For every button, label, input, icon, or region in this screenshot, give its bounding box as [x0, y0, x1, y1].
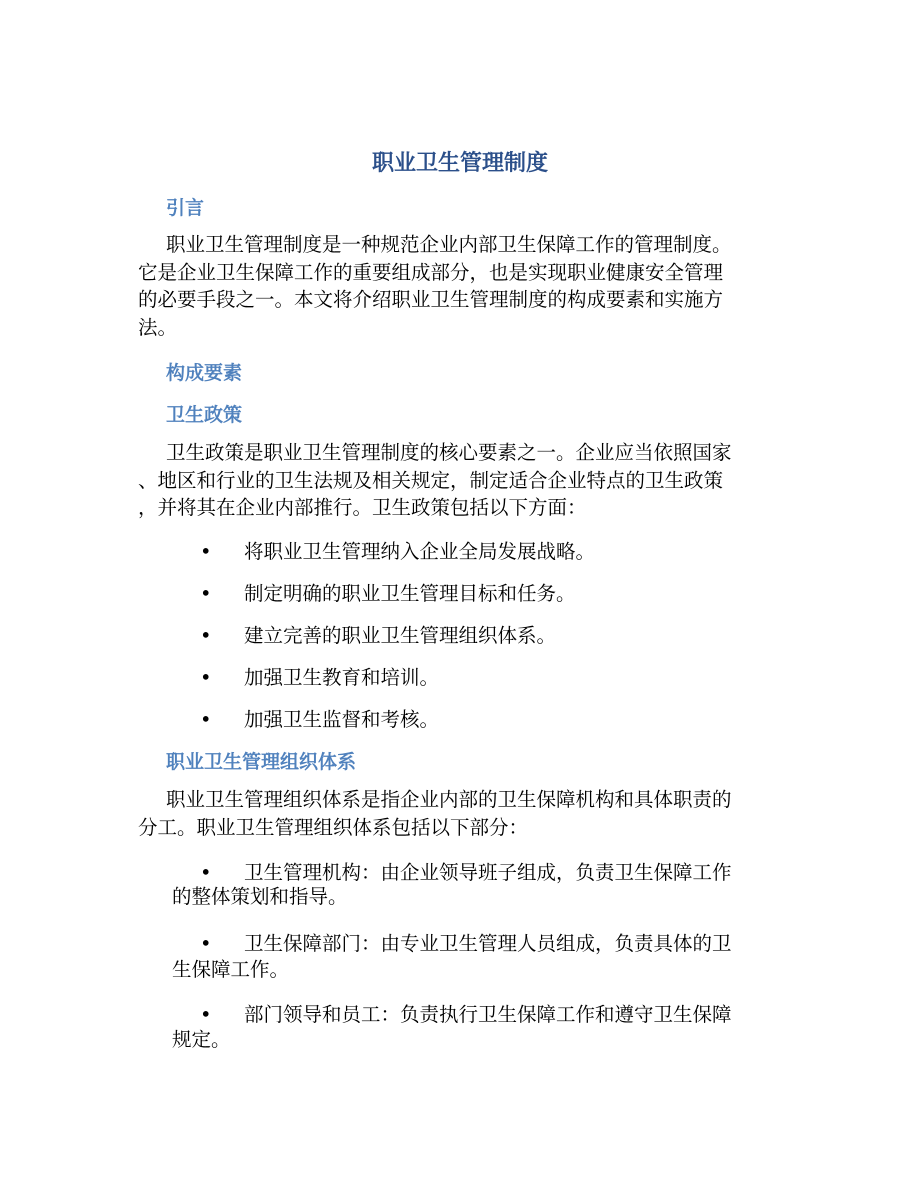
org-paragraph	[138, 786, 732, 841]
intro-paragraph	[138, 231, 732, 341]
list-item	[200, 928, 732, 956]
text-line: 职业卫生管理制度是一种规范企业内部卫生保障工作的管理制度。	[166, 233, 732, 256]
list-item-text: 卫生保障部门：由专业卫生管理人员组成，负责具体的卫	[244, 932, 732, 955]
list-item	[200, 999, 732, 1027]
list-item	[200, 578, 576, 606]
list-item-continuation: 规定。	[172, 1028, 231, 1051]
heading-organization: 职业卫生管理组织体系	[166, 751, 357, 773]
bullet-icon: •	[200, 624, 212, 647]
list-item-text: 制定明确的职业卫生管理目标和任务。	[244, 582, 576, 605]
list-item	[200, 662, 439, 690]
bullet-icon: •	[200, 582, 212, 605]
list-item	[200, 704, 439, 732]
bullet-icon: •	[200, 1003, 212, 1026]
text-line: 卫生政策是职业卫生管理制度的核心要素之一。企业应当依照国家	[166, 441, 732, 464]
heading-intro: 引言	[166, 197, 205, 219]
bullet-icon: •	[200, 708, 212, 731]
text-line: 分工。职业卫生管理组织体系包括以下部分：	[138, 815, 529, 839]
bullet-icon: •	[200, 666, 212, 689]
list-item-continuation: 的整体策划和指导。	[172, 885, 348, 908]
list-item-text: 将职业卫生管理纳入企业全局发展战略。	[244, 540, 596, 563]
list-item	[200, 536, 595, 564]
heading-components: 构成要素	[166, 362, 243, 384]
document-title: 职业卫生管理制度	[371, 150, 548, 176]
text-line: 、地区和行业的卫生法规及相关规定，制定适合企业特点的卫生政策	[138, 468, 724, 492]
list-item-text: 加强卫生监督和考核。	[244, 708, 440, 731]
list-item-text: 部门领导和员工：负责执行卫生保障工作和遵守卫生保障	[244, 1003, 732, 1026]
policy-paragraph	[138, 439, 732, 522]
text-line: ，并将其在企业内部推行。卫生政策包括以下方面：	[138, 496, 587, 519]
list-item-text: 卫生管理机构：由企业领导班子组成，负责卫生保障工作	[244, 861, 732, 884]
bullet-icon: •	[200, 932, 212, 955]
list-item-text: 加强卫生教育和培训。	[244, 666, 440, 689]
bullet-icon: •	[200, 540, 212, 563]
list-item	[200, 620, 556, 648]
bullet-icon: •	[200, 861, 212, 884]
heading-policy: 卫生政策	[166, 404, 243, 426]
text-line: 的必要手段之一。本文将介绍职业卫生管理制度的构成要素和实施方	[138, 288, 724, 311]
text-line: 法。	[138, 315, 178, 339]
text-line: 它是企业卫生保障工作的重要组成部分，也是实现职业健康安全管理	[138, 260, 724, 284]
list-item-continuation: 生保障工作。	[172, 958, 290, 981]
text-line: 职业卫生管理组织体系是指企业内部的卫生保障机构和具体职责的	[166, 788, 732, 811]
list-item-text: 建立完善的职业卫生管理组织体系。	[244, 624, 557, 647]
